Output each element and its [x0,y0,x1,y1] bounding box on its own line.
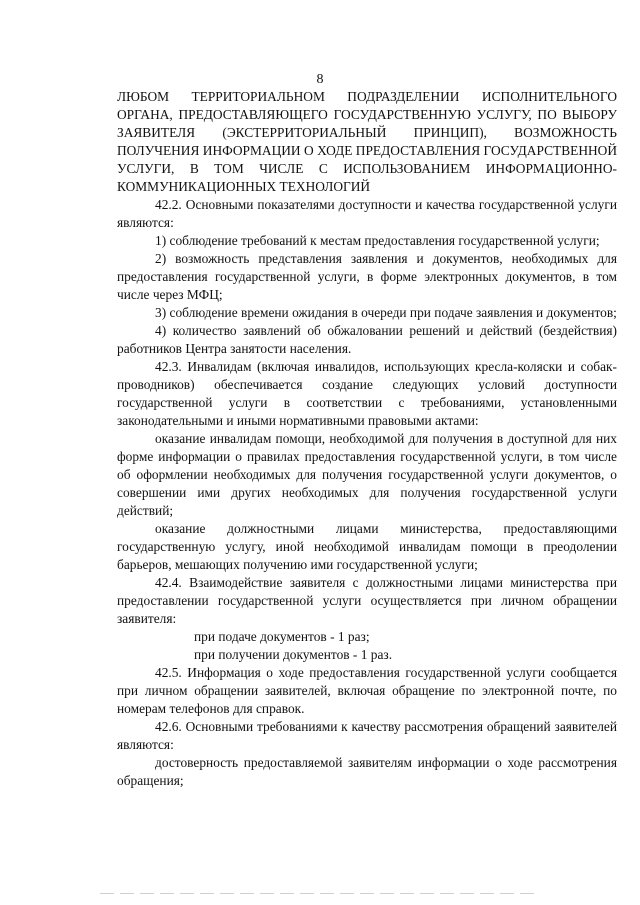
paragraph-42-3: 42.3. Инвалидам (включая инвалидов, использующих кресла-коляски и собак-проводников) обеспечивается создание следующих условий доступности государственной услуги в соответствии с требованиями, установленными законодательными и иными нормативными правовыми актами: [117,359,617,428]
paragraph-assistance-info: оказание инвалидам помощи, необходимой для получения в доступной для них форме информации о правилах предоставления государственной услуги, в том числе об оформлении необходимых для получения государственной услуги документов, о совершении ими других необходимых для получения государственной услуги действий; [117,431,617,518]
paragraph-42-6: 42.6. Основными требованиями к качеству рассмотрения обращений заявителей являются: [117,719,617,752]
paragraph-42-2: 42.2. Основными показателями доступности и качества государственной услуги являются: [117,197,617,230]
list-item-1: 1) соблюдение требований к местам предоставления государственной услуги; [155,233,600,248]
paragraph-42-4: 42.4. Взаимодействие заявителя с должностными лицами министерства при предоставлении государственной услуги осуществляется при личном обращении заявителя: [117,575,617,626]
page-number: 8 [316,72,324,87]
interaction-receipt: при получении документов - 1 раз. [194,647,393,662]
section-heading: ЛЮБОМ ТЕРРИТОРИАЛЬНОМ ПОДРАЗДЕЛЕНИИ ИСПОЛНИТЕЛЬНОГО ОРГАНА, ПРЕДОСТАВЛЯЮЩЕГО ГОСУДАРСТВЕННУЮ УСЛУГУ, ПО ВЫБОРУ ЗАЯВИТЕЛЯ (ЭКСТЕРРИТОРИАЛЬНЫЙ ПРИНЦИП), ВОЗМОЖНОСТЬ ПОЛУЧЕНИЯ ИНФОРМАЦИИ О ХОДЕ ПРЕДОСТАВЛЕНИЯ ГОСУДАРСТВЕННОЙ УСЛУГИ, В ТОМ ЧИСЛЕ С ИСПОЛЬЗОВАНИЕМ ИНФОРМАЦИОННО-КОММУНИКАЦИОННЫХ ТЕХНОЛОГИЙ [117,89,617,194]
paragraph-reliability: достоверность предоставляемой заявителям информации о ходе рассмотрения обращения; [117,755,617,788]
paragraph-42-5: 42.5. Информация о ходе предоставления государственной услуги сообщается при личном обращении заявителей, включая обращение по электронной почте, по номерам телефонов для справок. [117,665,617,716]
interaction-submission: при подаче документов - 1 раз; [194,629,370,644]
list-item-4: 4) количество заявлений об обжаловании решений и действий (бездействия) работников Центра занятости населения. [117,323,617,356]
scan-edge-line [100,893,540,894]
paragraph-assistance-barriers: оказание должностными лицами министерства, предоставляющими государственную услугу, иной необходимой инвалидам помощи в преодолении барьеров, мешающих получению ими государственной услуги; [117,521,617,572]
list-item-2: 2) возможность представления заявления и документов, необходимых для предоставления государственной услуги, в форме электронных документов, в том числе через МФЦ; [117,251,617,302]
document-body [117,88,617,790]
list-item-3: 3) соблюдение времени ожидания в очереди при подаче заявления и документов; [155,305,617,320]
